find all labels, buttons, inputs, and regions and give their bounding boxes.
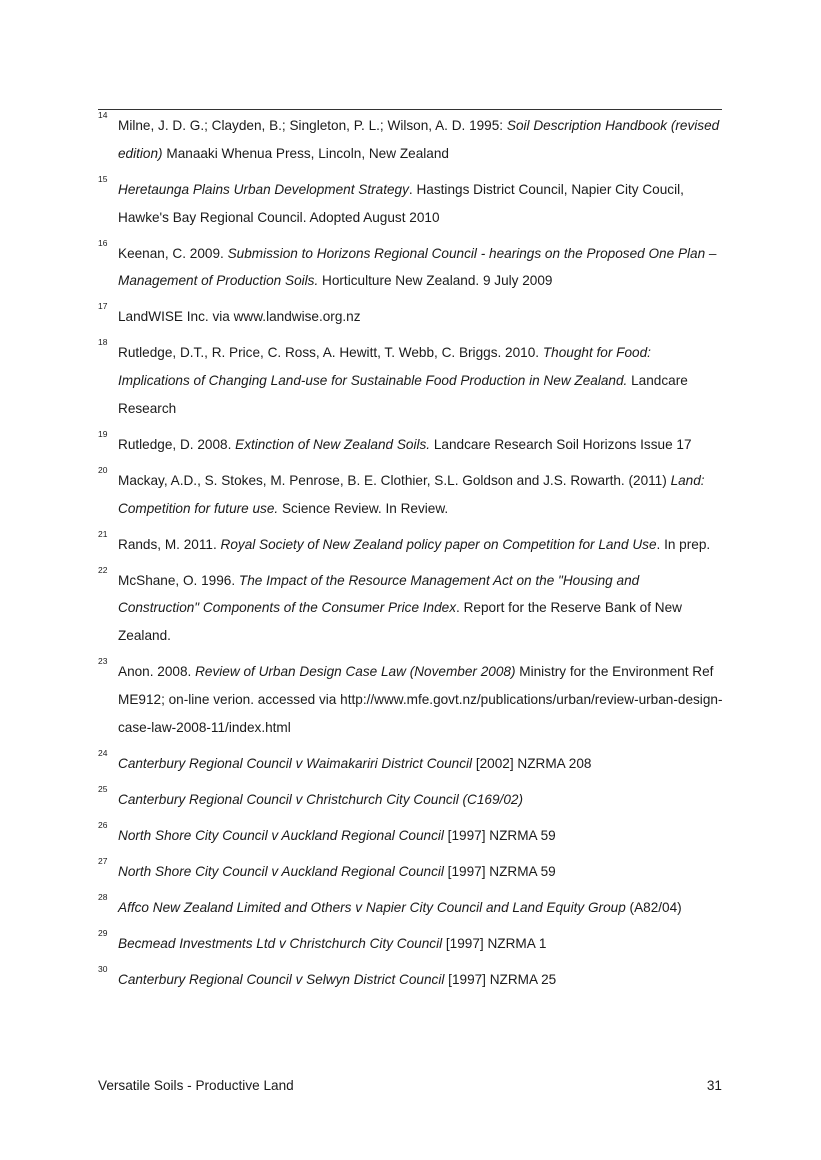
footnote-italic-text: North Shore City Council v Auckland Regional Council [118, 863, 444, 879]
footnote-text: Ministry for the Environment Ref ME912; on-line verion. accessed via http://www.mfe.govt.nz/publications/urban/review-urban-design-case-law-2008-11/index.html [118, 664, 723, 735]
footnote-text: Manaaki Whenua Press, Lincoln, New Zealand [162, 145, 449, 161]
footnote-number: 17 [98, 301, 108, 312]
footnote-number: 30 [98, 963, 108, 974]
footnote [98, 303, 724, 331]
footnote-italic-text: Canterbury Regional Council v Selwyn District Council [118, 971, 445, 987]
footnote-italic-text: Extinction of New Zealand Soils. [235, 436, 431, 452]
footnote-text: Rutledge, D. 2008. [118, 436, 236, 452]
footnote-italic-text: The Impact of the Resource Management Act on the "Housing and Construction" Components of the Consumer Price Index [118, 572, 640, 616]
page-number: 31 [706, 1078, 722, 1093]
footnote-number: 27 [98, 855, 108, 866]
footnote-italic-text: North Shore City Council v Auckland Regional Council [118, 827, 444, 843]
footnote-number: 20 [98, 464, 108, 475]
footnote-separator [98, 109, 722, 110]
footnote [98, 927, 724, 958]
footer-title: Versatile Soils - Productive Land [98, 1078, 294, 1093]
footnote-text: [1997] NZRMA 25 [444, 971, 557, 987]
footnote-italic-text: Soil Description Handbook (revised edition) [118, 118, 720, 161]
footnote-number: 16 [98, 237, 108, 248]
footnote [98, 891, 724, 922]
footnote [98, 658, 724, 741]
footnote [98, 464, 724, 523]
footnote-text: McShane, O. 1996. [118, 572, 239, 588]
footnote-text: Anon. 2008. [118, 664, 196, 680]
footnote [98, 855, 724, 886]
footnote [98, 963, 724, 994]
footnote-text: [1997] NZRMA 59 [443, 827, 556, 843]
footnote-text: Keenan, C. 2009. [118, 245, 228, 261]
footnote [98, 339, 724, 422]
footnote-number: 29 [98, 927, 108, 938]
footnote-text: Milne, J. D. G.; Clayden, B.; Singleton, P. L.; Wilson, A. D. 1995: [118, 118, 507, 133]
footnote [98, 564, 724, 650]
footnote-number: 21 [98, 528, 108, 539]
footnote-number: 18 [98, 337, 108, 348]
footnote-text: Mackay, A.D., S. Stokes, M. Penrose, B. E. Clothier, S.L. Goldson and J.S. Rowarth. (2011) [118, 472, 671, 488]
footnote-text: Rands, M. 2011. [118, 536, 221, 552]
footnote [98, 237, 724, 296]
footnote-italic-text: Land: Competition for future use. [118, 472, 705, 516]
footnote-text: . Report for the Reserve Bank of New Zealand. [118, 600, 682, 644]
footnote [98, 112, 724, 168]
footnote-italic-text: Canterbury Regional Council v Christchurch City Council (C169/02) [118, 791, 523, 807]
footnote [98, 747, 724, 778]
footnote-italic-text: Thought for Food: Implications of Changing Land-use for Sustainable Food Production in New Zealand. [118, 345, 651, 389]
footnote-text: Science Review. In Review. [278, 500, 449, 516]
footnote-number: 19 [98, 428, 108, 439]
footnote-text: LandWISE Inc. via www.landwise.org.nz [118, 309, 361, 325]
footnote [98, 173, 724, 232]
footnote [98, 819, 724, 850]
footnote-text: . Hastings District Council, Napier City Coucil, Hawke's Bay Regional Council. Adopted August 2010 [118, 181, 684, 225]
footnote [98, 428, 724, 459]
footnote-text: Rutledge, D.T., R. Price, C. Ross, A. Hewitt, T. Webb, C. Briggs. 2010. [118, 345, 543, 361]
footnote-number: 25 [98, 783, 108, 794]
footnote-italic-text: Becmead Investments Ltd v Christchurch City Council [118, 935, 443, 951]
footnote-text: [1997] NZRMA 1 [442, 935, 547, 951]
footnote-italic-text: Submission to Horizons Regional Council - hearings on the Proposed One Plan – Management of Production Soils. [118, 245, 717, 289]
footnote [98, 783, 724, 814]
footnote [98, 528, 724, 559]
footnote-number: 28 [98, 891, 108, 902]
footnote-number: 22 [98, 564, 108, 575]
footnote-text: (A82/04) [625, 899, 682, 915]
footnote-italic-text: Affco New Zealand Limited and Others v Napier City Council and Land Equity Group [118, 899, 626, 915]
footnotes-list [98, 112, 724, 1002]
footnote-text: . In prep. [656, 536, 711, 552]
footnote-italic-text: Review of Urban Design Case Law (November 2008) [195, 664, 516, 680]
footnote-text: [2002] NZRMA 208 [472, 755, 592, 771]
footnote-italic-text: Canterbury Regional Council v Waimakariri District Council [118, 755, 473, 771]
footnote-italic-text: Heretaunga Plains Urban Development Strategy [118, 181, 409, 197]
footnote-number: 23 [98, 656, 108, 667]
footnote-number: 15 [98, 173, 108, 184]
footnote-number: 24 [98, 747, 108, 758]
footnote-italic-text: Royal Society of New Zealand policy paper on Competition for Land Use [220, 536, 657, 552]
footnote-text: Landcare Research Soil Horizons Issue 17 [430, 436, 692, 452]
footnote-text: Horticulture New Zealand. 9 July 2009 [318, 273, 553, 289]
footnote-number: 26 [98, 819, 108, 830]
footnote-number: 14 [98, 110, 108, 120]
footnote-text: [1997] NZRMA 59 [443, 863, 556, 879]
footnote-text: Landcare Research [118, 373, 688, 416]
